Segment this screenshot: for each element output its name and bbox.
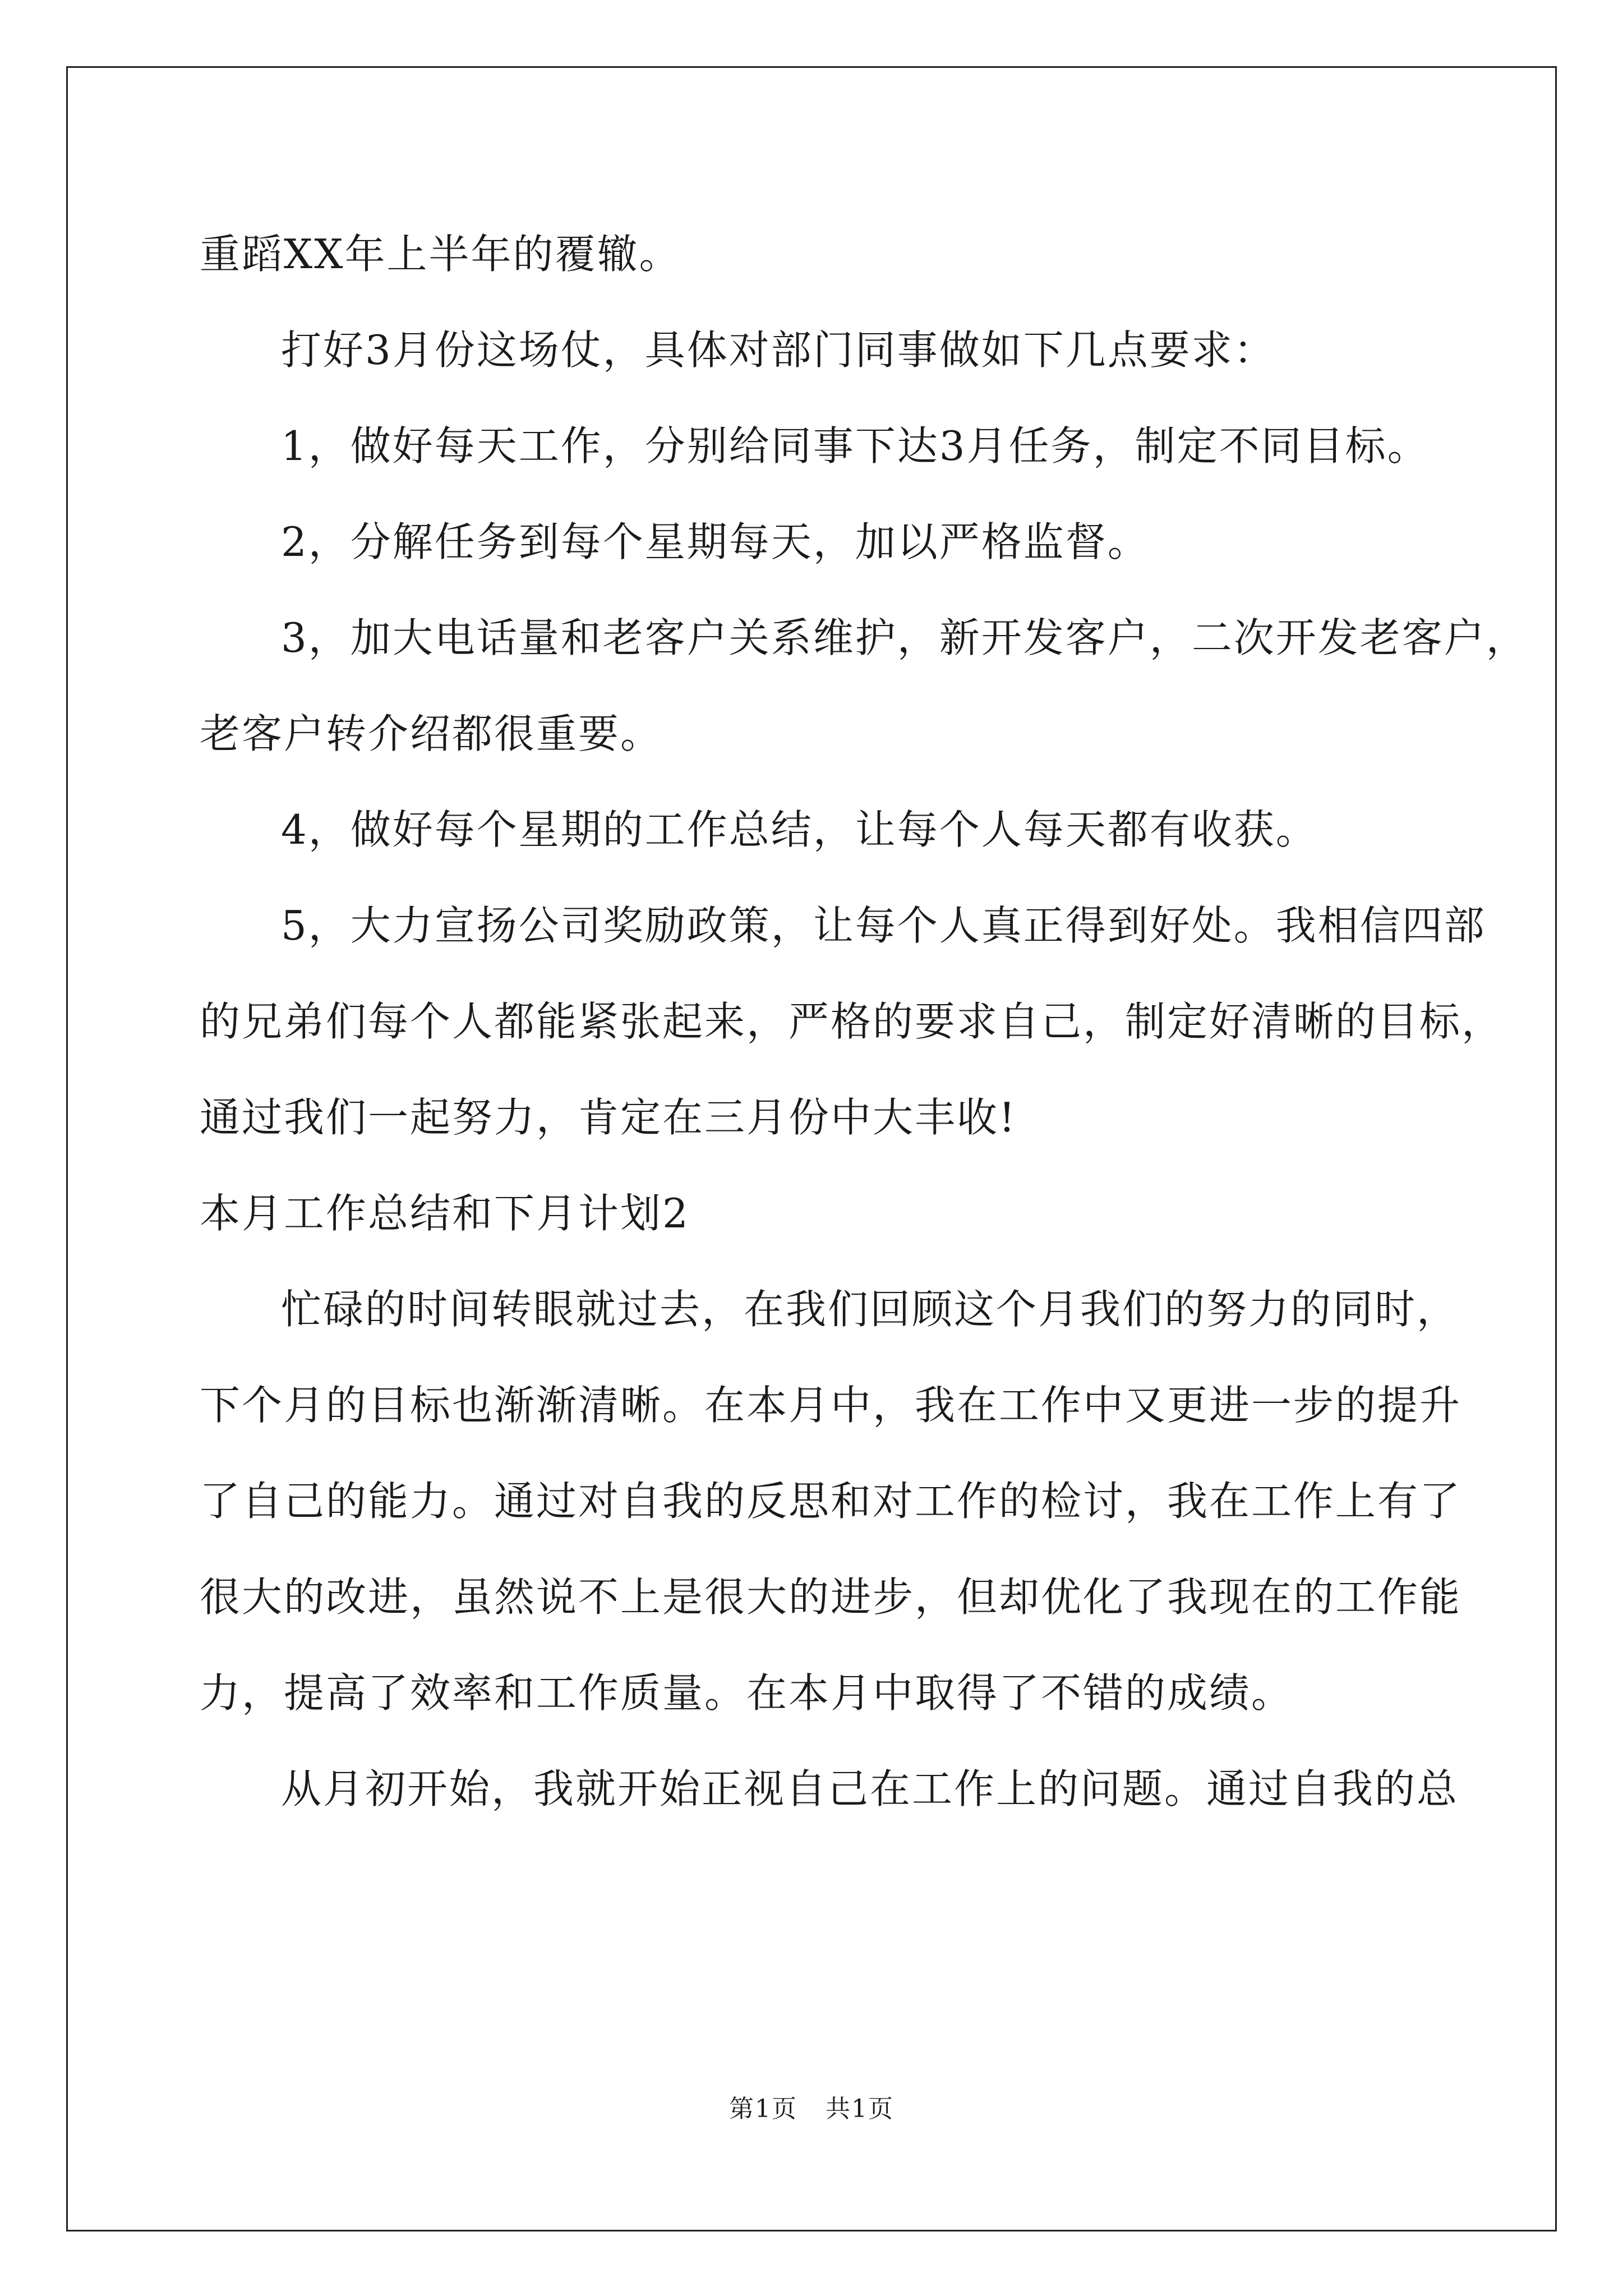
text-line: 打好3月份这场仗，具体对部门同事做如下几点要求： (281, 326, 1276, 374)
page-total: 共1页 (826, 2095, 894, 2123)
text-line: 力，提高了效率和工作质量。在本月中取得了不错的成绩。 (200, 1669, 1294, 1717)
text-line: 的兄弟们每个人都能紧张起来，严格的要求自己，制定好清晰的目标， (200, 998, 1504, 1045)
text-line: 2，分解任务到每个星期每天，加以严格监督。 (281, 518, 1150, 565)
text-line: 老客户转介绍都很重要。 (200, 710, 663, 757)
text-line: 从月初开始，我就开始正视自己在工作上的问题。通过自我的总 (281, 1765, 1459, 1812)
page-number: 第1页 (729, 2095, 797, 2123)
text-line: 5，大力宣扬公司奖励政策，让每个人真正得到好处。我相信四部 (281, 902, 1486, 949)
document-body (200, 206, 1528, 1837)
text-line: 下个月的目标也渐渐清晰。在本月中，我在工作中又更进一步的提升 (200, 1382, 1462, 1429)
text-line: 忙碌的时间转眼就过去，在我们回顾这个月我们的努力的同时， (281, 1286, 1459, 1333)
text-line: 了自己的能力。通过对自我的反思和对工作的检讨，我在工作上有了 (200, 1478, 1462, 1525)
text-line: 4，做好每个星期的工作总结，让每个人每天都有收获。 (281, 806, 1318, 853)
text-line: 1，做好每天工作，分别给同事下达3月任务，制定不同目标。 (281, 422, 1430, 470)
text-line: 3，加大电话量和老客户关系维护，新开发客户，二次开发老客户， (281, 614, 1528, 661)
text-line: 重蹈XX年上半年的覆辙。 (200, 231, 681, 278)
text-line: 通过我们一起努力，肯定在三月份中大丰收! (200, 1094, 1017, 1141)
text-line: 很大的改进，虽然说不上是很大的进步，但却优化了我现在的工作能 (200, 1573, 1462, 1621)
page-footer (0, 2092, 1623, 2126)
section-heading: 本月工作总结和下月计划2 (200, 1190, 690, 1237)
